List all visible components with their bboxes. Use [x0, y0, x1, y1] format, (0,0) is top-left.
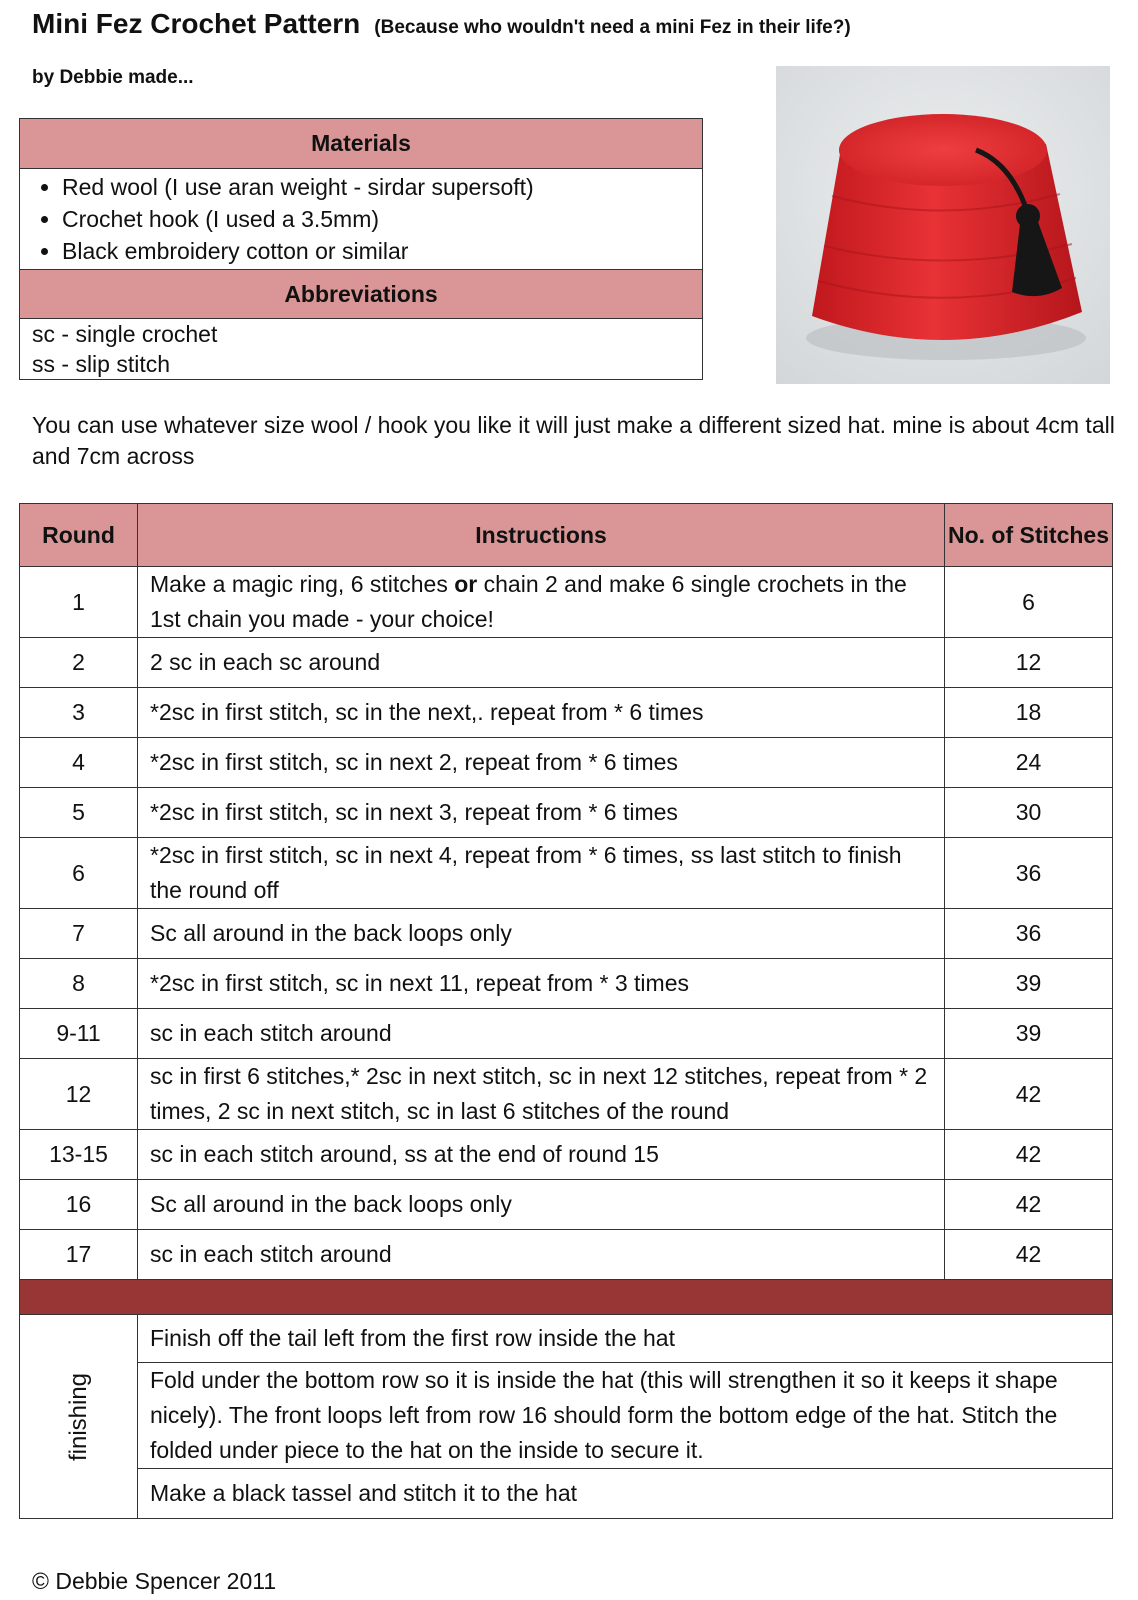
stitches-cell: 30	[945, 788, 1113, 838]
stitches-cell: 39	[945, 959, 1113, 1009]
table-row	[20, 909, 1113, 959]
round-cell: 17	[20, 1230, 138, 1280]
instruction-text: chain 2 and make 6 single crochets in the 1st chain you made - your choice!	[150, 571, 907, 632]
round-cell: 2	[20, 638, 138, 688]
materials-item: • Black embroidery cotton or similar	[62, 235, 702, 267]
round-cell: 3	[20, 688, 138, 738]
header-round: Round	[20, 504, 138, 567]
finishing-row	[20, 1469, 1113, 1519]
finishing-step: Fold under the bottom row so it is inside the hat (this will strengthen it so it keeps it shape nicely). The front loops left from row 16 should form the bottom edge of the hat. Stitch the folded under piece to the hat on the inside to secure it.	[138, 1363, 1113, 1469]
round-cell: 12	[20, 1059, 138, 1130]
round-cell: 4	[20, 738, 138, 788]
table-row	[20, 788, 1113, 838]
stitches-cell: 42	[945, 1130, 1113, 1180]
instruction-cell: sc in first 6 stitches,* 2sc in next stitch, sc in next 12 stitches, repeat from * 2 times, 2 sc in next stitch, sc in last 6 stitches of the round	[138, 1059, 945, 1130]
abbreviations-heading: Abbreviations	[20, 270, 703, 319]
round-cell: 1	[20, 567, 138, 638]
instruction-cell	[138, 567, 945, 638]
materials-item: • Red wool (I use aran weight - sirdar supersoft)	[62, 171, 702, 203]
materials-item: • Crochet hook (I used a 3.5mm)	[62, 203, 702, 235]
table-row	[20, 1059, 1113, 1130]
stitches-cell: 18	[945, 688, 1113, 738]
round-cell: 9-11	[20, 1009, 138, 1059]
round-cell: 13-15	[20, 1130, 138, 1180]
byline: by Debbie made...	[32, 67, 194, 88]
round-cell: 6	[20, 838, 138, 909]
finishing-label-cell	[20, 1315, 138, 1519]
instruction-cell: sc in each stitch around, ss at the end of round 15	[138, 1130, 945, 1180]
finishing-row	[20, 1363, 1113, 1469]
instruction-text: Make a magic ring, 6 stitches	[150, 571, 455, 597]
table-row	[20, 567, 1113, 638]
finishing-label: finishing	[64, 1372, 92, 1461]
instruction-cell: sc in each stitch around	[138, 1230, 945, 1280]
instruction-cell: *2sc in first stitch, sc in next 2, repeat from * 6 times	[138, 738, 945, 788]
abbreviations-cell	[20, 319, 703, 380]
table-row	[20, 638, 1113, 688]
header-stitches: No. of Stitches	[945, 504, 1113, 567]
abbreviation-item: sc - single crochet	[32, 321, 218, 347]
stitches-cell: 24	[945, 738, 1113, 788]
table-row	[20, 1180, 1113, 1230]
instruction-cell: *2sc in first stitch, sc in the next,. repeat from * 6 times	[138, 688, 945, 738]
stitches-cell: 36	[945, 909, 1113, 959]
round-cell: 5	[20, 788, 138, 838]
table-row	[20, 1009, 1113, 1059]
materials-heading: Materials	[20, 119, 703, 169]
instruction-bold: or	[454, 571, 478, 597]
materials-list	[20, 169, 702, 269]
table-row	[20, 688, 1113, 738]
round-cell: 16	[20, 1180, 138, 1230]
round-cell: 7	[20, 909, 138, 959]
table-row	[20, 1130, 1113, 1180]
stitches-cell: 36	[945, 838, 1113, 909]
stitches-cell: 12	[945, 638, 1113, 688]
table-row	[20, 959, 1113, 1009]
page-title	[32, 8, 851, 40]
stitches-cell: 42	[945, 1059, 1113, 1130]
table-row	[20, 1230, 1113, 1280]
instruction-cell: Sc all around in the back loops only	[138, 909, 945, 959]
stitches-cell: 6	[945, 567, 1113, 638]
instruction-cell: *2sc in first stitch, sc in next 4, repeat from * 6 times, ss last stitch to finish the round off	[138, 838, 945, 909]
fez-photo	[776, 66, 1110, 384]
hat-top	[839, 114, 1047, 186]
separator-bar	[20, 1280, 1113, 1315]
subtitle-text: (Because who wouldn't need a mini Fez in their life?)	[374, 17, 851, 38]
materials-list-cell	[20, 169, 703, 270]
finishing-row	[20, 1315, 1113, 1363]
table-header-row	[20, 504, 1113, 567]
header-instructions: Instructions	[138, 504, 945, 567]
table-row	[20, 838, 1113, 909]
finishing-step: Make a black tassel and stitch it to the hat	[138, 1469, 1113, 1519]
pattern-table	[19, 503, 1113, 1519]
finishing-step: Finish off the tail left from the first row inside the hat	[138, 1315, 1113, 1363]
size-note: You can use whatever size wool / hook you like it will just make a different sized hat. mine is about 4cm tall and 7cm across	[32, 412, 1115, 469]
instruction-cell: sc in each stitch around	[138, 1009, 945, 1059]
materials-table	[19, 118, 703, 380]
abbreviation-item: ss - slip stitch	[32, 351, 171, 377]
table-row	[20, 738, 1113, 788]
stitches-cell: 39	[945, 1009, 1113, 1059]
stitches-cell: 42	[945, 1180, 1113, 1230]
instruction-cell: Sc all around in the back loops only	[138, 1180, 945, 1230]
instruction-cell: *2sc in first stitch, sc in next 11, repeat from * 3 times	[138, 959, 945, 1009]
stitches-cell: 42	[945, 1230, 1113, 1280]
round-cell: 8	[20, 959, 138, 1009]
instruction-cell: 2 sc in each sc around	[138, 638, 945, 688]
title-text: Mini Fez Crochet Pattern	[32, 8, 361, 39]
instruction-cell: *2sc in first stitch, sc in next 3, repeat from * 6 times	[138, 788, 945, 838]
separator-row	[20, 1280, 1113, 1315]
copyright: © Debbie Spencer 2011	[32, 1568, 277, 1594]
